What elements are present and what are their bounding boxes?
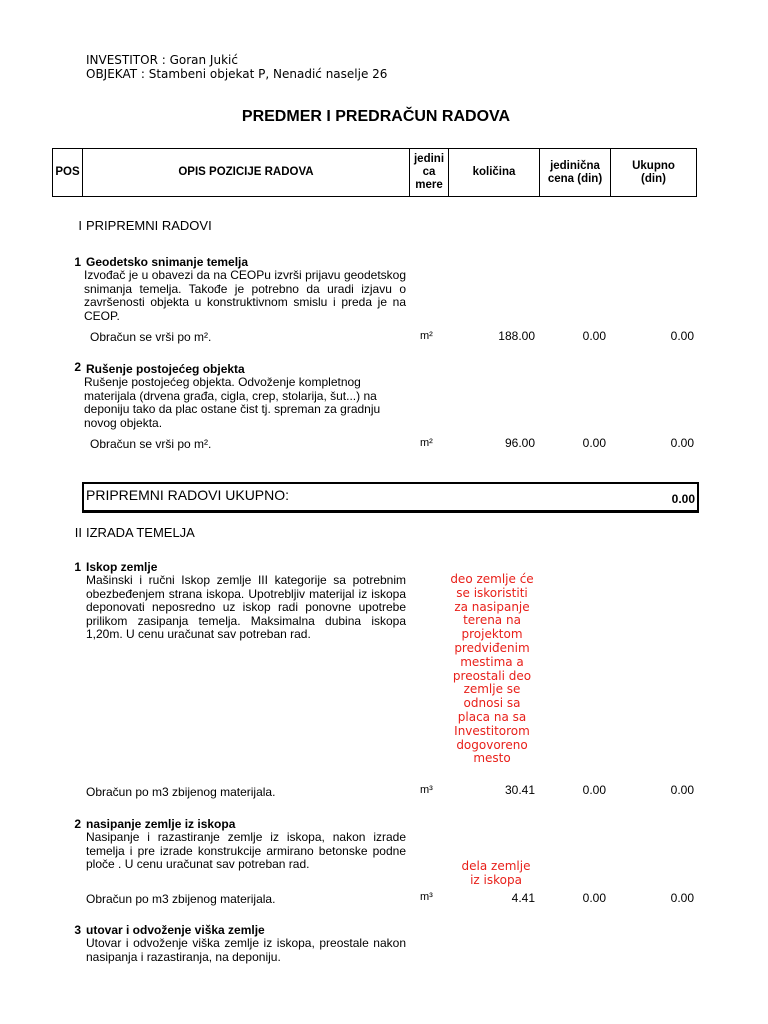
item-number: 1 xyxy=(74,255,81,269)
item-unit: m³ xyxy=(420,891,433,903)
item-total: 0.00 xyxy=(670,436,694,450)
item-price: 0.00 xyxy=(582,783,606,797)
col-cena xyxy=(540,149,611,197)
item-description: Rušenje postojećeg objekta. Odvoženje kompletnog materijala (drvena građa, cigla, crep, stolarija, šut...) na deponiju tako da plac ostane čist tj. spreman za gradnju novog objekta. xyxy=(84,375,381,430)
item-number: 2 xyxy=(74,817,81,831)
item-title: utovar i odvoženje viška zemlje xyxy=(86,923,265,937)
section1-title: PRIPREMNI RADOVI xyxy=(86,218,212,233)
item-number: 3 xyxy=(74,923,81,937)
item-calc: Obračun se vrši po m². xyxy=(90,330,212,344)
item-description: Izvođač je u obavezi da na CEOPu izvrši prijavu geodetskog snimanja temelja. Takođe je potrebno da uradi izjavu o završenosti objekta u konstruktivnom smislu i preda je na CEOP. xyxy=(84,268,406,323)
col-jedinica-l2: ca xyxy=(422,166,436,178)
section1-total-value: 0.00 xyxy=(671,492,695,506)
item-price: 0.00 xyxy=(582,329,606,343)
item-description: Nasipanje i razastiranje zemlje iz iskopa, nakon izrade temelja i pre izrade konstrukcije armirano betonske podne ploče . U cenu uračunat sav potreban rad. xyxy=(86,830,406,872)
item-calc: Obračun se vrši po m². xyxy=(90,437,212,451)
col-ukupno xyxy=(611,149,697,197)
col-ukupno-l2: (din) xyxy=(641,172,666,185)
item-title: Iskop zemlje xyxy=(86,560,158,574)
item-description: Mašinski i ručni Iskop zemlje III kategorije sa potrebnim obezbeđenjem strana iskopa. Upotrebljiv materijal iz iskopa deponovati neposredno uz iskop radi ponovne upotrebe prilikom zasipanja temelja. Maksimalna dubina iskopa 1,20m. U cenu uračunat sav potreban rad. xyxy=(86,573,406,642)
item-qty: 96.00 xyxy=(504,436,535,450)
item-title: Geodetsko snimanje temelja xyxy=(86,255,249,269)
page-title: PREDMER I PREDRAČUN RADOVA xyxy=(241,108,511,125)
col-kolicina: količina xyxy=(449,149,540,197)
item-total: 0.00 xyxy=(670,783,694,797)
item-total: 0.00 xyxy=(670,329,694,343)
item-unit: m³ xyxy=(420,784,433,796)
col-pos: POS xyxy=(53,149,83,197)
col-jedinica xyxy=(410,149,449,197)
col-cena-l2: cena (din) xyxy=(547,172,603,185)
section2-roman: II xyxy=(74,525,82,540)
item-title: Rušenje postojećeg objekta xyxy=(86,362,245,376)
item-total: 0.00 xyxy=(670,891,694,905)
item-qty: 188.00 xyxy=(498,329,535,343)
item-price: 0.00 xyxy=(582,436,606,450)
item-calc: Obračun po m3 zbijenog materijala. xyxy=(86,892,276,906)
col-jedinica-l1: jedini xyxy=(413,153,445,165)
item-calc: Obračun po m3 zbijenog materijala. xyxy=(86,785,276,799)
col-opis: OPIS POZICIJE RADOVA xyxy=(83,149,410,197)
col-jedinica-l3: mere xyxy=(415,179,443,191)
item-price: 0.00 xyxy=(582,891,606,905)
item-title: nasipanje zemlje iz iskopa xyxy=(86,817,236,831)
item-unit: m² xyxy=(420,437,433,449)
item-number: 1 xyxy=(74,560,81,574)
section1-total-label: PRIPREMNI RADOVI UKUPNO: xyxy=(86,487,290,503)
section2-title: IZRADA TEMELJA xyxy=(86,525,195,540)
item-qty: 4.41 xyxy=(511,891,535,905)
object-line: OBJEKAT : Stambeni objekat P, Nenadić naselje 26 xyxy=(86,67,388,81)
item-note: dela zemlje iz iskopa xyxy=(461,859,531,887)
item-qty: 30.41 xyxy=(504,783,535,797)
col-cena-l1: jedinična xyxy=(550,159,600,172)
investor-line: INVESTITOR : Goran Jukić xyxy=(86,53,238,67)
item-description: Utovar i odvoženje viška zemlje iz iskopa, preostale nakon nasipanja i razastiranja, na deponiju. xyxy=(86,936,406,964)
column-header-table xyxy=(52,148,697,197)
col-ukupno-l1: Ukupno xyxy=(632,159,675,172)
section1-roman: I xyxy=(78,218,82,233)
item-unit: m² xyxy=(420,330,433,342)
item-note: deo zemlje će se iskoristiti za nasipanje terena na projektom predviđenim mestima a preostali deo zemlje se odnosi sa placa na sa Investitorom dogovoreno mesto xyxy=(450,572,534,766)
section1-total-box xyxy=(82,482,699,513)
item-number: 2 xyxy=(74,360,81,374)
